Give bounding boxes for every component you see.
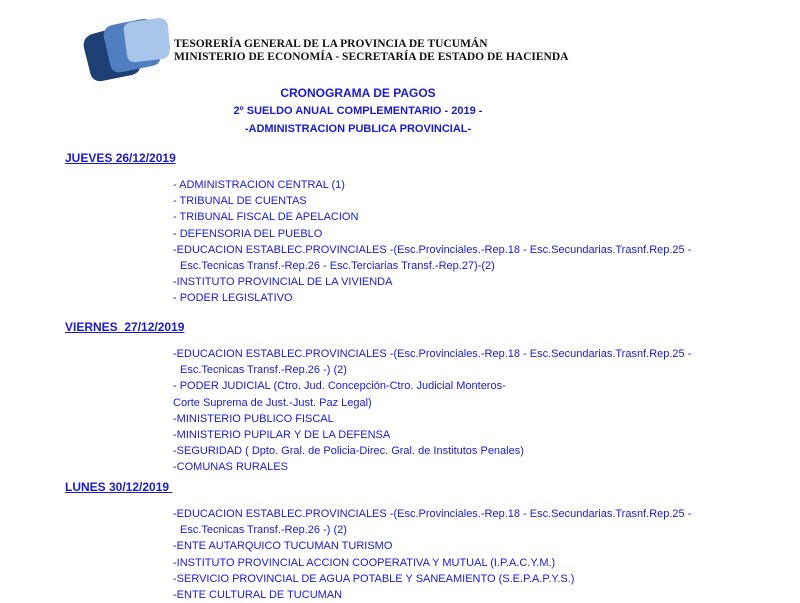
- list-item: -ENTE CULTURAL DE TUCUMAN: [173, 589, 343, 602]
- list-item: Corte Suprema de Just.-Just. Paz Legal): [173, 396, 372, 409]
- list-item: -ENTE AUTARQUICO TUCUMAN TURISMO: [173, 540, 393, 553]
- list-item: -EDUCACION ESTABLEC.PROVINCIALES -(Esc.Provinciales.-Rep.18 - Esc.Secundarias.Trasnf.Rep.25 -: [173, 508, 692, 520]
- list-item: -MINISTERIO PUPILAR Y DE LA DEFENSA: [173, 429, 391, 442]
- list-item: - ADMINISTRACION CENTRAL (1): [173, 179, 345, 191]
- org-line-2: MINISTERIO DE ECONOMÍA - SECRETARÍA DE ESTADO DE HACIENDA: [174, 51, 569, 63]
- list-item: -INSTITUTO PROVINCIAL ACCION COOPERATIVA Y MUTUAL (I.P.A.C.Y.M.): [173, 556, 556, 569]
- list-item: -MINISTERIO PUBLICO FISCAL: [173, 412, 334, 425]
- list-item: - DEFENSORIA DEL PUEBLO: [173, 227, 323, 240]
- day-heading-viernes: VIERNES 27/12/2019: [65, 320, 185, 334]
- list-item: -SERVICIO PROVINCIAL DE AGUA POTABLE Y SANEAMIENTO (S.E.P.A.P.Y.S.): [173, 572, 575, 585]
- day-heading-jueves: JUEVES 26/12/2019: [65, 151, 176, 165]
- list-item: -COMUNAS RURALES: [173, 461, 288, 474]
- list-item: - PODER LEGISLATIVO: [173, 292, 293, 305]
- tesoreria-logo: [78, 18, 170, 82]
- page-subtitle: 2º SUELDO ANUAL COMPLEMENTARIO - 2019 -: [233, 105, 483, 117]
- list-item: -EDUCACION ESTABLEC.PROVINCIALES -(Esc.Provinciales.-Rep.18 - Esc.Secundarias.Trasnf.Rep.25 -: [173, 243, 692, 256]
- organization-header: [174, 38, 568, 64]
- list-item: -EDUCACION ESTABLEC.PROVINCIALES -(Esc.Provinciales.-Rep.18 - Esc.Secundarias.Trasnf.Rep.25 -: [173, 348, 692, 360]
- day-list-jueves: [173, 177, 691, 307]
- day-list-lunes: [173, 506, 691, 603]
- list-item: - TRIBUNAL FISCAL DE APELACION: [173, 211, 359, 224]
- list-item: Esc.Tecnicas Transf.-Rep.26 -) (2): [180, 364, 347, 377]
- org-line-1: TESORERÍA GENERAL DE LA PROVINCIA DE TUCUMÁN: [174, 38, 488, 50]
- document-titles: [0, 84, 716, 138]
- list-item: -INSTITUTO PROVINCIAL DE LA VIVIENDA: [173, 276, 393, 289]
- day-heading-lunes: LUNES 30/12/2019: [65, 480, 173, 494]
- page-title: CRONOGRAMA DE PAGOS: [280, 86, 436, 100]
- list-item: Esc.Tecnicas Transf.-Rep.26 - Esc.Terciarias Transf.-Rep.27)-(2): [180, 260, 495, 273]
- day-list-viernes: [173, 346, 691, 476]
- page-subtitle-2: -ADMINISTRACION PUBLICA PROVINCIAL-: [244, 123, 472, 135]
- list-item: Esc.Tecnicas Transf.-Rep.26 -) (2): [180, 524, 347, 537]
- list-item: - PODER JUDICIAL (Ctro. Jud. Concepción-Ctro. Judicial Monteros-: [173, 380, 506, 393]
- list-item: -SEGURIDAD ( Dpto. Gral. de Policia-Direc. Gral. de Institutos Penales): [173, 445, 524, 458]
- list-item: - TRIBUNAL DE CUENTAS: [173, 195, 307, 208]
